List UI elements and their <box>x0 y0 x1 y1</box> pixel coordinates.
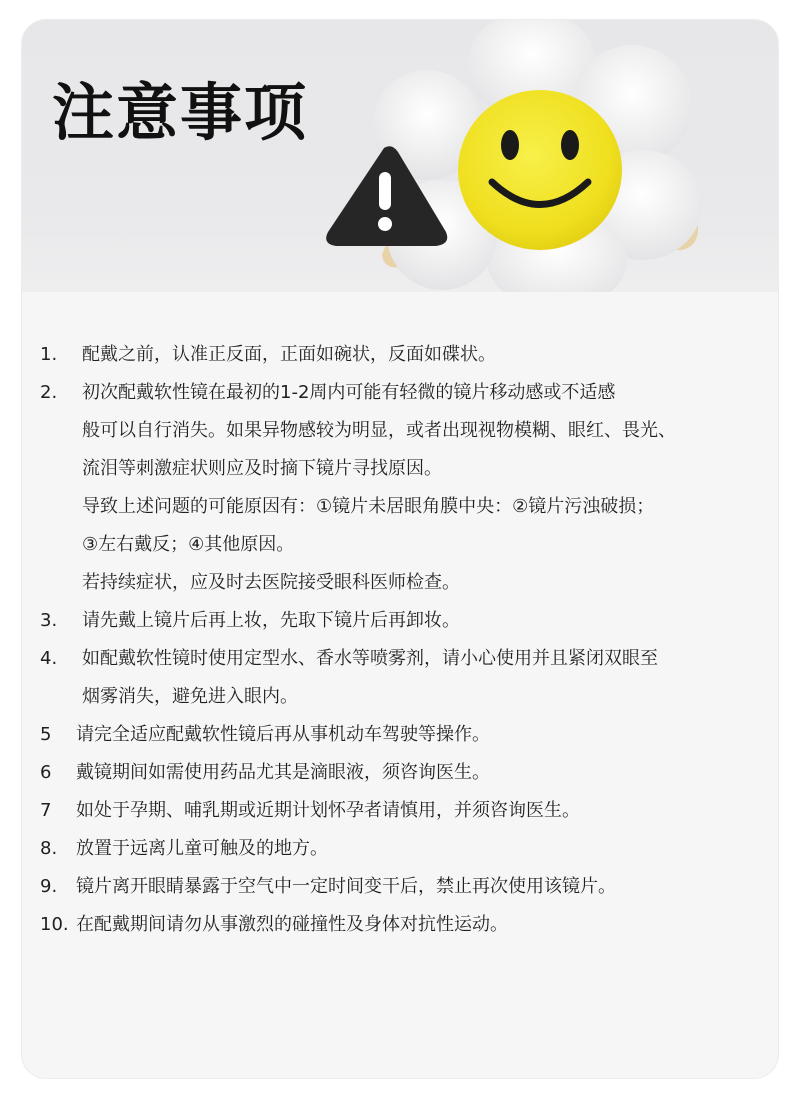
notice-text: 请完全适应配戴软性镜后再从事机动车驾驶等操作。 <box>76 724 490 745</box>
notice-number: 3. <box>40 610 58 631</box>
notice-text: 流泪等刺激症状则应及时摘下镜片寻找原因。 <box>82 458 442 479</box>
notice-item-7 <box>22 792 778 830</box>
notice-number: 1. <box>40 344 58 365</box>
notice-number: 4. <box>40 648 58 669</box>
notice-item-10 <box>22 906 778 944</box>
notice-text: 般可以自行消失。如果异物感较为明显，或者出现视物模糊、眼红、畏光、 <box>82 420 676 441</box>
notice-text: 放置于远离儿童可触及的地方。 <box>76 838 328 859</box>
notice-text: 配戴之前，认准正反面，正面如碗状，反面如碟状。 <box>82 344 496 365</box>
notice-text: 在配戴期间请勿从事激烈的碰撞性及身体对抗性运动。 <box>76 914 508 935</box>
notice-item-4 <box>22 640 778 716</box>
notice-item-9 <box>22 868 778 906</box>
notice-number: 9. <box>40 876 58 897</box>
notice-item-5 <box>22 716 778 754</box>
notice-number: 5 <box>40 724 52 745</box>
notice-number: 6 <box>40 762 52 783</box>
notice-card <box>22 20 778 1078</box>
notice-item-8 <box>22 830 778 868</box>
notice-text: 请先戴上镜片后再上妆，先取下镜片后再卸妆。 <box>82 610 460 631</box>
notice-text: 如配戴软性镜时使用定型水、香水等喷雾剂，请小心使用并且紧闭双眼至 <box>82 648 658 669</box>
notice-text: 烟雾消失，避免进入眼内。 <box>82 686 298 707</box>
notice-list <box>22 336 778 944</box>
warning-triangle-icon <box>322 140 452 250</box>
notice-text: ③左右戴反；④其他原因。 <box>82 534 295 555</box>
notice-text: 初次配戴软性镜在最初的1-2周内可能有轻微的镜片移动感或不适感 <box>82 382 616 403</box>
notice-item-2 <box>22 374 778 602</box>
notice-number: 2. <box>40 382 58 403</box>
notice-text: 导致上述问题的可能原因有：①镜片未居眼角膜中央：②镜片污浊破损； <box>82 496 655 517</box>
notice-text: 戴镜期间如需使用药品尤其是滴眼液，须咨询医生。 <box>76 762 490 783</box>
notice-item-3 <box>22 602 778 640</box>
notice-number: 8. <box>40 838 58 859</box>
page-title: 注意事项 <box>52 76 309 149</box>
notice-item-6 <box>22 754 778 792</box>
notice-text: 若持续症状，应及时去医院接受眼科医师检查。 <box>82 572 460 593</box>
notice-text: 如处于孕期、哺乳期或近期计划怀孕者请慎用，并须咨询医生。 <box>76 800 580 821</box>
notice-item-1 <box>22 336 778 374</box>
notice-number: 10. <box>40 914 69 935</box>
notice-text: 镜片离开眼睛暴露于空气中一定时间变干后，禁止再次使用该镜片。 <box>76 876 616 897</box>
notice-number: 7 <box>40 800 52 821</box>
hero-banner <box>22 20 778 292</box>
